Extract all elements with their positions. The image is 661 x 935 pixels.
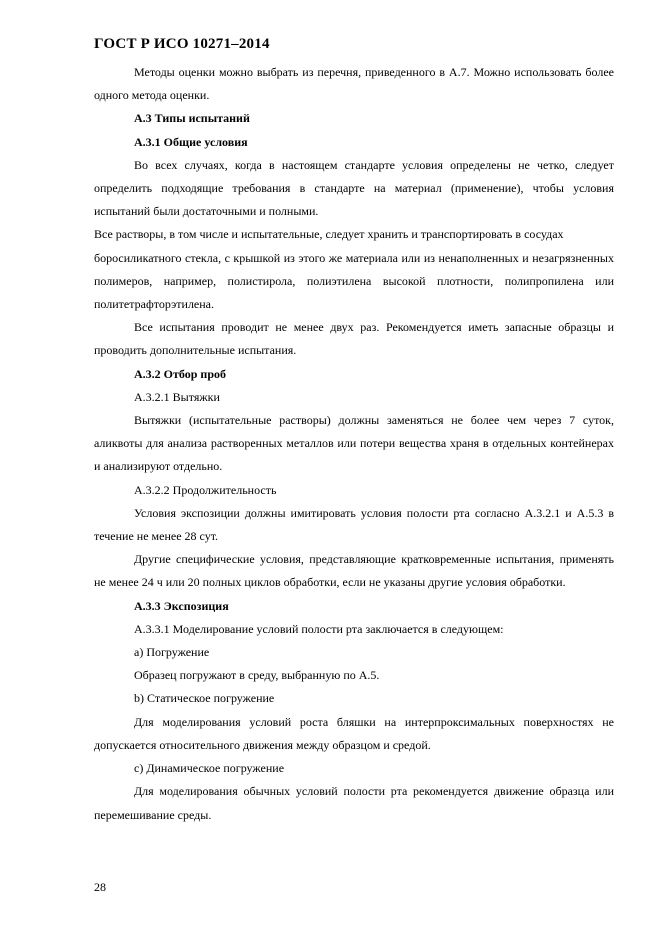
document-body — [94, 61, 614, 827]
subsection-heading-a3-2-2: А.3.2.2 Продолжительность — [134, 482, 277, 497]
paragraph-storage: Все растворы, в том числе и испытательные, следует хранить и транспортировать в сосудах — [94, 227, 564, 242]
page-number: 28 — [94, 880, 106, 894]
paragraph-storage-materials: боросиликатного стекла, с крышкой из этого же материала или из ненаполненных и незагрязненных полимеров, например, полистирола, полиэтилена высокой плотности, полипропилена или политетрафторэтилена. — [94, 250, 614, 312]
section-heading-a3-2: А.3.2 Отбор проб — [134, 366, 226, 381]
paragraph-other-conditions: Другие специфические условия, представляющие кратковременные испытания, применять не менее 24 ч или 20 полных циклов обработки, если не указаны другие условия обработки. — [94, 552, 614, 590]
section-heading-a3: А.3 Типы испытаний — [134, 111, 250, 126]
paragraph-repeat-tests: Все испытания проводит не менее двух раз. Рекомендуется иметь запасные образцы и проводить дополнительные испытания. — [94, 320, 614, 358]
document-header-title: ГОСТ Р ИСО 10271–2014 — [94, 36, 270, 52]
paragraph-exposure-duration: Условия экспозиции должны имитировать условия полости рта согласно А.3.2.1 и А.5.3 в течение не менее 28 сут. — [94, 505, 614, 544]
section-heading-a3-3: А.3.3 Экспозиция — [134, 598, 229, 613]
subsection-heading-a3-2-1: А.3.2.1 Вытяжки — [134, 389, 220, 404]
paragraph-extracts: Вытяжки (испытательные растворы) должны заменяться не более чем через 7 суток, аликвоты для анализа растворенных металлов или потери вещества храня в отдельных контейнерах и анализируют отдельно. — [94, 413, 614, 474]
paragraph-a3-3-1: А.3.3.1 Моделирование условий полости рта заключается в следующем: — [134, 621, 504, 636]
paragraph-evaluation-methods: Методы оценки можно выбрать из перечня, приведенного в А.7. Можно использовать более одного метода оценки. — [94, 65, 614, 103]
paragraph-static-immersion: Для моделирования условий роста бляшки на интерпроксимальных поверхностях не допускается относительного движения между образцом и средой. — [94, 714, 614, 752]
list-item-static-immersion: b) Статическое погружение — [134, 691, 275, 706]
list-item-dynamic-immersion: c) Динамическое погружение — [134, 761, 285, 776]
section-heading-a3-1: А.3.1 Общие условия — [134, 134, 248, 149]
paragraph-general-conditions: Во всех случаях, когда в настоящем стандарте условия определены не четко, следует определить подходящие требования в стандарте на материал (применение), чтобы условия испытаний были достаточными и полными. — [94, 157, 614, 219]
paragraph-immersion: Образец погружают в среду, выбранную по А.5. — [134, 668, 380, 683]
paragraph-dynamic-immersion: Для моделирования обычных условий полости рта рекомендуется движение образца или перемешивание среды. — [94, 784, 614, 822]
list-item-immersion: a) Погружение — [134, 645, 210, 660]
